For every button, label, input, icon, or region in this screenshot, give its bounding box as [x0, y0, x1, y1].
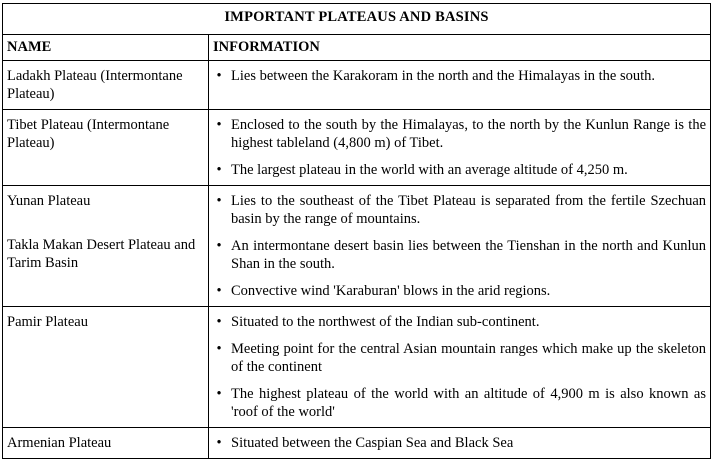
bullet-point — [213, 67, 706, 85]
bullet-icon: • — [216, 283, 222, 299]
table-row — [3, 186, 711, 307]
table-row — [3, 307, 711, 428]
bullet-icon: • — [216, 68, 222, 84]
bullet-text: Situated to the northwest of the Indian sub-continent. — [231, 314, 540, 330]
information-column-header: INFORMATION — [209, 35, 711, 61]
table-row — [3, 428, 711, 459]
bullet-point — [213, 385, 706, 421]
bullet-text: The largest plateau in the world with an average altitude of 4,250 m. — [231, 162, 628, 178]
bullet-point — [213, 192, 706, 228]
bullet-icon: • — [216, 435, 222, 451]
name-cell — [3, 61, 209, 110]
plateau-name: Ladakh Plateau (Intermontane Plateau) — [7, 68, 183, 102]
plateau-name: Yunan Plateau — [7, 193, 91, 209]
bullet-point — [213, 237, 706, 273]
plateau-name: Pamir Plateau — [7, 314, 88, 330]
bullet-point — [213, 313, 706, 331]
plateau-name: Armenian Plateau — [7, 435, 112, 451]
name-cell — [3, 186, 209, 307]
bullet-icon: • — [216, 193, 222, 209]
bullet-text: Enclosed to the south by the Himalayas, to the north by the Kunlun Range is the highest tableland (4,800 m) of Tibet. — [231, 117, 707, 151]
bullet-text: Convective wind 'Karaburan' blows in the arid regions. — [231, 283, 551, 299]
bullet-point — [213, 282, 706, 300]
bullet-icon: • — [216, 314, 222, 330]
information-cell — [209, 307, 711, 428]
bullet-point — [213, 434, 706, 452]
bullet-point — [213, 340, 706, 376]
table-body — [3, 4, 711, 459]
bullet-text: An intermontane desert basin lies between the Tienshan in the north and Kunlun Shan in the south. — [231, 238, 707, 272]
bullet-icon: • — [216, 162, 222, 178]
bullet-text: Lies to the southeast of the Tibet Plateau is separated from the fertile Szechuan basin by the range of mountains. — [231, 193, 707, 227]
bullet-icon: • — [216, 117, 222, 133]
name-column-header: NAME — [3, 35, 209, 61]
bullet-icon: • — [216, 238, 222, 254]
bullet-text: Situated between the Caspian Sea and Black Sea — [231, 435, 514, 451]
table-title: IMPORTANT PLATEAUS AND BASINS — [3, 4, 711, 35]
plateaus-basins-table — [2, 3, 711, 459]
table-row — [3, 61, 711, 110]
plateau-name: Tibet Plateau (Intermontane Plateau) — [7, 117, 170, 151]
bullet-text: The highest plateau of the world with an altitude of 4,900 m is also known as 'roof of the world' — [231, 386, 707, 420]
bullet-point — [213, 116, 706, 152]
title-row — [3, 4, 711, 35]
information-cell — [209, 110, 711, 186]
bullet-icon: • — [216, 386, 222, 402]
bullet-text: Meeting point for the central Asian mountain ranges which make up the skeleton of the continent — [231, 341, 707, 375]
bullet-icon: • — [216, 341, 222, 357]
bullet-text: Lies between the Karakoram in the north and the Himalayas in the south. — [231, 68, 655, 84]
name-cell — [3, 307, 209, 428]
plateau-name: Takla Makan Desert Plateau and Tarim Basin — [7, 237, 196, 271]
information-cell — [209, 61, 711, 110]
table-row — [3, 110, 711, 186]
name-cell — [3, 428, 209, 459]
header-row — [3, 35, 711, 61]
information-cell — [209, 186, 711, 307]
bullet-point — [213, 161, 706, 179]
name-cell — [3, 110, 209, 186]
information-cell — [209, 428, 711, 459]
